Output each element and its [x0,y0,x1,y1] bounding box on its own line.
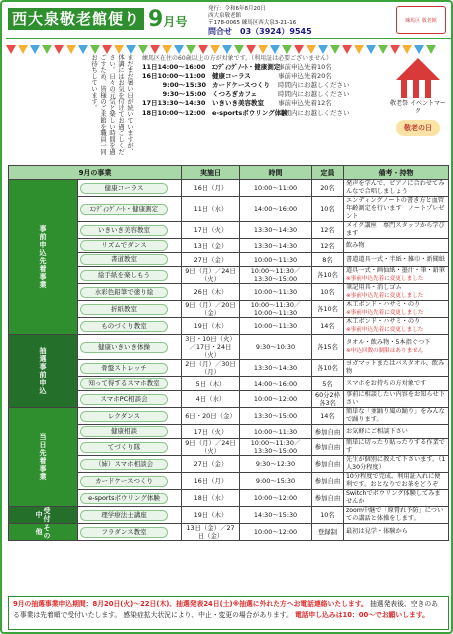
event-name-label: 骨盤ストレッチ [80,363,168,374]
note-text: 先生が個別に教えて下さいます。（1人30分程度） [346,456,446,471]
note-text: 飲み物 [346,241,365,249]
section-label: 抽選事前申込 [9,335,78,408]
note-text: 筆記用具・消しゴム [346,284,402,291]
table-row [9,335,449,360]
month-number: 9 [148,7,164,32]
note-warning: ※申込回数の制限はありません [346,348,424,354]
event-time: 16日10:00～11:00 [142,72,206,81]
event-desc: 事前申込先着20名 [278,72,332,81]
event-name-cell [78,473,182,490]
time-cell: 13:30～14:30 [240,222,312,239]
date-cell: 19日（木） [182,507,240,524]
capacity-cell: 10名 [312,197,344,222]
event-name-cell [78,301,182,318]
note-cell [344,425,449,439]
capacity-cell: 各10名 [312,301,344,318]
note-cell [344,253,449,267]
event-name-label: 水彩色鉛筆で塗り絵 [80,287,168,298]
tel-number: 03（3924）9545 [240,27,312,36]
note-cell [344,456,449,473]
capacity-cell: 10名 [312,284,344,301]
bunting-flags [6,39,451,53]
note-cell [344,180,449,197]
note-warning: ※事前申込先着に変更しました [346,293,424,299]
note-text: ヨガマットまたはバスタオル、飲み物 [346,360,445,375]
capacity-cell: 各15名 [312,335,344,360]
event-time: 9:00～15:30 [162,81,206,90]
event-desc: 時間内にお越しください [278,81,350,90]
note-cell [344,239,449,253]
event-name-label: てづくり隊 [80,442,168,453]
address: 〒178-0065 練馬区西大泉3-21-16 [208,20,297,26]
table-row [9,180,449,197]
date-cell: 13日（金）／27日（金） [182,524,240,541]
note-cell [344,267,449,284]
footer-line1: 9月の抽選事業申込期間：8月20日(火)～22日(木)、抽選発表24日(土)※抽選に外れた方へお電話連絡いたします。 [13,600,368,608]
capacity-cell: 5名 [312,377,344,391]
event-name-label: フラダンス教室 [80,527,168,538]
time-cell: 10:00～11:30 [240,284,312,301]
time-cell: 13:30～15:00 [240,408,312,425]
capacity-cell: 参加自由 [312,473,344,490]
event-summary [142,54,382,162]
event-name-label: 絵手紙を楽しもう [80,270,168,281]
note-text: 木工ボンド・ハサミ・のり [346,301,421,308]
note-cell [344,408,449,425]
time-cell: 9:30～12:30 [240,456,312,473]
respect-day-badge: 敬老の日 [396,120,440,136]
note-text: メイク講座 専門スタッフから学びます [346,222,445,237]
header [6,6,451,36]
event-name-cell [78,222,182,239]
col-header: 定員 [312,166,344,180]
date-cell: 26日（木） [182,284,240,301]
note-text: 簡単な「並踊り風の踊り」をみんなで踊ります。 [346,408,445,423]
event-row [142,72,382,81]
event-name: カードケースつくり [212,81,271,90]
event-name-cell [78,490,182,507]
schedule-table [8,165,449,541]
event-row [142,63,382,72]
time-cell: 13:30～14:30 [240,360,312,377]
event-time: 9:30～15:00 [162,90,206,99]
date-cell: 3日・10日（火）／17日・24日（火） [182,335,240,360]
event-name-cell [78,318,182,335]
event-name-label: e-sportsボウリング体験 [80,493,168,504]
event-name-label: （姉）スマホ相談会 [80,459,168,470]
event-name-cell [78,439,182,456]
capacity-cell: 参加自由 [312,456,344,473]
note-cell [344,524,449,541]
event-name-cell [78,180,182,197]
note-cell [344,490,449,507]
event-name-label: いきいき美容教室 [80,225,168,236]
event-name-label: 知って得するスマホ教室 [80,378,168,389]
event-name-cell [78,507,182,524]
event-lead: 練馬区在住の60歳以上の方が対象です。（利用証は必要ございません） [142,55,333,62]
table-row [9,507,449,524]
event-name-cell [78,253,182,267]
capacity-cell: 10名 [312,507,344,524]
event-name-label: 理学療法士講座 [80,510,168,521]
date-cell: 4日（水） [182,391,240,408]
capacity-cell: 20名 [312,180,344,197]
capacity-cell: 参加自由 [312,425,344,439]
note-text: 道具一式・画仙紙・墨汁・筆・鉛筆 [346,267,445,274]
note-text: お気軽にご相談下さい [346,427,408,435]
event-desc: 時間内にお越しください [278,90,350,99]
time-cell: 14:00～16:00 [240,377,312,391]
note-cell [344,377,449,391]
time-cell: 10:00～11:30 [240,318,312,335]
time-cell: 10:00～11:00 [240,180,312,197]
note-text: タオル・飲み物・5本指ぐつ下 [346,339,431,346]
footer-notice [8,596,449,630]
event-row [142,99,382,108]
capacity-cell: 各10名 [312,360,344,377]
capacity-cell: 参加自由 [312,439,344,456]
capacity-cell: 各10名 [312,267,344,284]
table-row [9,408,449,425]
event-desc: 事前申込先着12名 [278,99,332,108]
note-cell [344,507,449,524]
note-text: 書道道具一式・半紙・雑巾・新聞紙 [346,255,445,263]
note-warning: ※事前申込先着に変更しました [346,327,424,333]
event-time: 18日10:00～12:00 [142,108,206,117]
date-cell: 11日（水） [182,197,240,222]
note-cell [344,197,449,222]
time-cell: 10:00～11:30／13:30～15:00 [240,267,312,284]
note-text: スマホをお持ちの方対象です [346,379,427,387]
time-cell: 10:00～12:00 [240,524,312,541]
footer-line2: 抽選発表後、空きのある事業は先着順で受付いたします。 [13,600,438,619]
time-cell: 10:00～12:00 [240,391,312,408]
event-name-cell [78,408,182,425]
time-cell: 13:30～14:30 [240,239,312,253]
col-header: 備考・持物 [344,166,449,180]
note-cell [344,473,449,490]
event-name: いきいき美容教室 [212,99,264,108]
event-time: 11日14:00～16:00 [142,63,206,72]
event-name-cell [78,377,182,391]
event-desc: 時間内にお越しください [278,108,350,117]
org-name: 西大泉敬老館 [208,13,242,19]
event-name-cell [78,239,182,253]
date-cell: 18日（水） [182,490,240,507]
time-cell: 10:00～11:30／10:00～11:30 [240,301,312,318]
time-cell: 10:00～12:00 [240,490,312,507]
tel-line [208,27,368,37]
month-label [148,6,200,34]
tel-label: 問合せ [208,27,232,36]
section-label: 受付中 [9,507,78,524]
event-name-label: 折紙教室 [80,304,168,315]
col-header: 時間 [240,166,312,180]
date-cell: 6日・20日（金） [182,408,240,425]
date-cell: 9日（月）／20日（金） [182,301,240,318]
issue-date: 発行：令和6年8月20日 [208,6,266,12]
event-name-label: カードケースつくり [80,476,168,487]
event-name-cell [78,267,182,284]
event-name: e-sportsボウリング体験 [212,108,288,117]
note-text: 事前に相談したい内容をお知らせ下さい [346,391,445,406]
footer-line4: 電話申し込みは10：00～でお願いします。 [294,610,429,619]
tent-label: 敬老祭 イベントマーク [390,100,446,115]
note-text: エンディングノートの書き方と血管年齢測定を行います ノートプレゼント [346,197,445,220]
capacity-cell: 登録制 [312,524,344,541]
ward-logo: 練馬区 敬老館 [396,6,446,34]
date-cell: 27日（金） [182,253,240,267]
event-name-cell [78,456,182,473]
event-name-cell [78,524,182,541]
event-name-cell [78,391,182,408]
note-warning: ※事前申込先着に変更しました [346,310,424,316]
event-name-label: 健康相談 [80,426,168,437]
event-time: 17日13:30～14:30 [142,99,206,108]
event-desc: 事前申込先着10名 [278,63,332,72]
capacity-cell: 8名 [312,253,344,267]
note-cell [344,391,449,408]
section-label: 当日先着事業 [9,408,78,507]
date-cell: 5日（木） [182,377,240,391]
footer-line3: 感染症拡大状況により、中止・変更の場合があります。 [123,610,293,619]
intro-text: まだまだ暑い日が続いていますが、体調にはお気を付けてお過ごしください。日々の元気と楽しい時間を過ごすため、皆様のご来館を職員一同お待ちしています。 [90,54,133,155]
note-cell [344,301,449,318]
note-text: 簡単に切ったり貼ったりする作業です [346,439,445,454]
event-row [142,81,382,90]
event-name-cell [78,335,182,360]
event-name-label: スマホPC相談会 [80,394,168,405]
publisher-info [208,6,368,37]
date-cell: 17日（火） [182,425,240,439]
section-label: 事前申込先着事業 [9,180,78,335]
event-name-label: ｴﾝﾃﾞｨﾝｸﾞﾉｰﾄ・健康測定 [80,204,168,215]
time-cell: 10:00～11:30／13:30～15:00 [240,439,312,456]
event-name-label: 健康コーラス [80,183,168,194]
note-text: 発声を学んで、ピアノに合わせてみんなで合唱しましょう [346,180,445,195]
note-text: Switchでボウリング体験してみませんか [346,490,441,505]
note-cell [344,360,449,377]
time-cell: 14:30～15:30 [240,507,312,524]
event-row [142,109,382,118]
event-name-label: 書道教室 [80,254,168,265]
note-text: zoom中継で「原膏れ予防」についての講話と体操をします。 [346,507,444,522]
event-name: 健康コーラス [212,72,251,81]
event-name-label: レクダンス [80,411,168,422]
time-cell: 9:00～15:30 [240,473,312,490]
time-cell: 10:00～11:30 [240,425,312,439]
date-cell: 27日（金） [182,456,240,473]
capacity-cell: 14名 [312,318,344,335]
month-suffix: 月号 [163,15,188,29]
capacity-cell: 14名 [312,408,344,425]
note-cell [344,335,449,360]
section-label: その他 [9,524,78,541]
table-header-row [9,166,449,180]
event-name-label: 健康いきいき体操 [80,342,168,353]
date-cell: 17日（火） [182,222,240,239]
time-cell: 14:00～16:00 [240,197,312,222]
date-cell: 16日（月） [182,473,240,490]
date-cell: 9日（月）／24日（火） [182,267,240,284]
note-cell [344,318,449,335]
time-cell: 10:00～11:30 [240,253,312,267]
capacity-cell: 60分2枠各3名 [312,391,344,408]
event-name-cell [78,425,182,439]
capacity-cell: 12名 [312,239,344,253]
event-name: くつろぎカフェ [212,90,258,99]
event-name-label: ものづくり教室 [80,321,168,332]
date-cell: 13日（金） [182,239,240,253]
date-cell: 16日（月） [182,180,240,197]
note-cell [344,284,449,301]
event-name-cell [78,284,182,301]
capacity-cell: 12名 [312,222,344,239]
event-name: ｴﾝﾃﾞｨﾝｸﾞﾉｰﾄ・健康測定 [212,63,281,72]
festival-tent-icon [390,58,446,158]
col-header: 9月の事業 [9,166,182,180]
time-cell: 9:30～10:30 [240,335,312,360]
event-name-cell [78,197,182,222]
event-name-cell [78,360,182,377]
date-cell: 2日（月）／30日（月） [182,360,240,377]
capacity-cell: 参加自由 [312,490,344,507]
note-warning: ※事前申込先着に変更しました [346,276,424,282]
note-text: 10分程度で完成。利用証入れに便利です。おとなりでお茶をどうぞ [346,473,441,488]
note-cell [344,439,449,456]
table-row [9,524,449,541]
note-cell [344,222,449,239]
event-name-label: リズムでダンス [80,240,168,251]
newsletter-title: 西大泉敬老館便り [8,8,144,30]
date-cell: 9日（月）／24日（火） [182,439,240,456]
note-text: 最初は見学・体験から [346,528,408,535]
date-cell: 19日（木） [182,318,240,335]
col-header: 実施日 [182,166,240,180]
note-text: 木工ボンド・ハサミ・のり [346,318,421,325]
